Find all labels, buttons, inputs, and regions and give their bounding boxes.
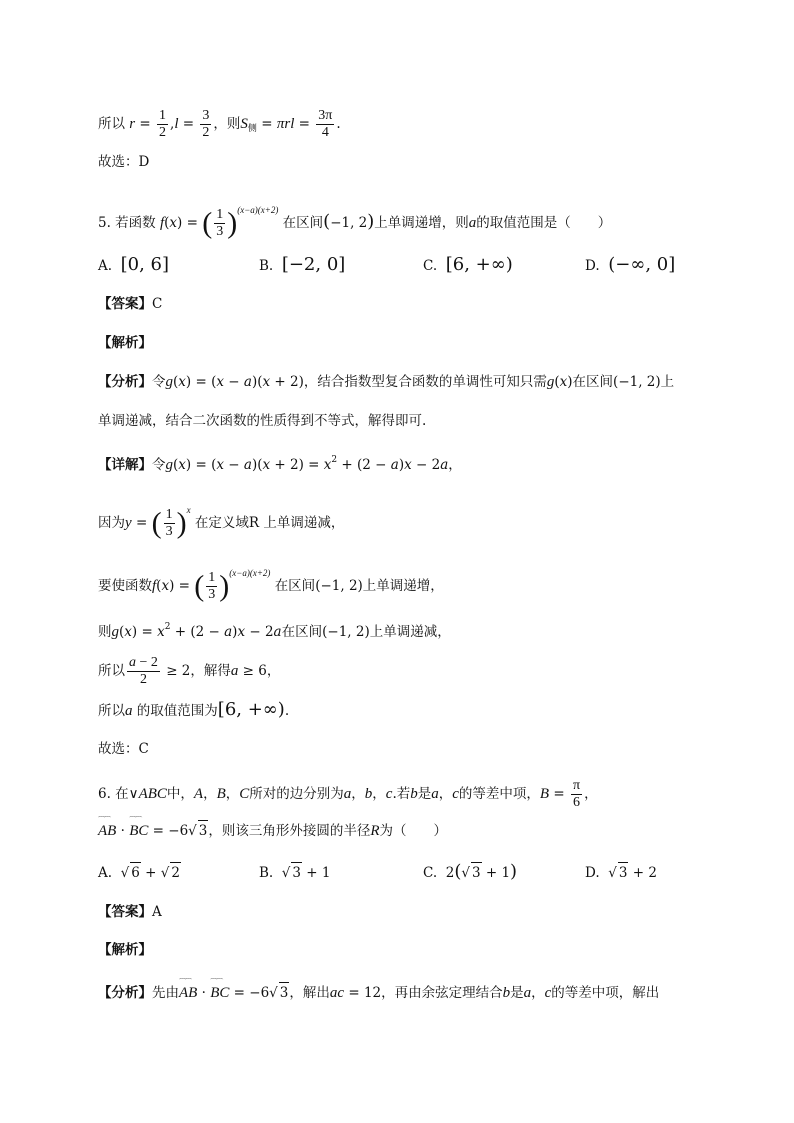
detail-line-3: 要使函数f(x) = ( $\frac{1}{3}$ )$^{(x-a)(x+2)}$ 在区间(−1, 2)上单调递增， [98, 568, 444, 603]
detail-final: 故选：C [98, 741, 149, 757]
detail-line-1: 【详解】令$g(x) = (x - a)(x + 2) = x^2 + (2 - a)x - 2a$， [98, 455, 462, 473]
text: 5. 若函数 [98, 215, 156, 231]
analysis-line-2: 单调递减，结合二次函数的性质得到不等式，解得即可. [98, 413, 427, 429]
question-6-line-1: 6. 在∨ABC中，A，B，C所对的边分别为a，b，c.若b是a，c的等差中项，B = $\frac{\pi}{6}$ ， [98, 778, 598, 810]
text: . [336, 116, 341, 132]
detail-line-4: 则$g(x) = x^2 + (2 - a)x - 2a$在区间(−1, 2)上单调递减， [98, 622, 451, 640]
option-d: D. √ 3 + 2 [585, 862, 657, 883]
option-a: A. √ 6 + √ 2 [98, 862, 181, 883]
text: 的取值范围是（ ） [476, 215, 612, 231]
text-line: 故选：D [98, 154, 150, 170]
analysis-heading: 【解析】 [98, 335, 152, 351]
analysis-heading: 【解析】 [98, 942, 152, 958]
answer-line: 【答案】A [98, 904, 162, 920]
question-5: 5. 若函数 f(x) = ( $\frac{1}{3}$ )$^{(x-a)(x+2)}$ 在区间(−1, 2)上单调递增，则a的取值范围是（ ） [98, 205, 612, 240]
analysis-line-1: 【分析】令g(x) = (x − a)(x + 2)，结合指数型复合函数的单调性可知只需g(x)在区间(−1, 2)上 [98, 374, 675, 390]
detail-line-5: 所以 $\frac{a - 2}{2}$ ≥ 2，解得a ≥ 6， [98, 655, 281, 687]
question-6-line-2: ⌒⌒ AB · ⌒⌒ BC = −6√ 3，则该三角形外接圆的半径R为（ ） [98, 820, 696, 841]
option-c: C. 2(√ 3 + 1) [423, 861, 518, 882]
text: 在区间 [282, 215, 324, 231]
detail-line-2: 因为y = ( $\frac{1}{3}$ )$^x$ 在定义域R 上单调递减， [98, 505, 345, 540]
option-d: D. (−∞, 0] [585, 254, 676, 275]
option-b: B. √ 3 + 1 [259, 862, 330, 883]
detail-line-6: 所以a 的取值范围为[6, +∞). [98, 699, 290, 720]
option-c: C. [6, +∞) [423, 254, 513, 275]
text: ，则 [213, 116, 241, 132]
answer-line: 【答案】C [98, 296, 163, 312]
text: 所以 [98, 116, 125, 132]
analysis-line-1: 【分析】先由⌒⌒ AB · ⌒⌒ BC = −6√ 3，解出ac = 12，再由余弦定理结合b是a，c的等差中项，解出 [98, 982, 696, 1003]
option-b: B. [−2, 0] [259, 254, 346, 275]
text-line: 所以 r = $\frac{1}{2}$ ,l = $\frac{3}{2}$ ，则$S_侧 = \pi rl$ = $\frac{3\pi}{4}$ . [98, 108, 341, 140]
text: 上单调递增，则 [374, 215, 469, 231]
option-a: A. [0, 6] [98, 254, 170, 275]
